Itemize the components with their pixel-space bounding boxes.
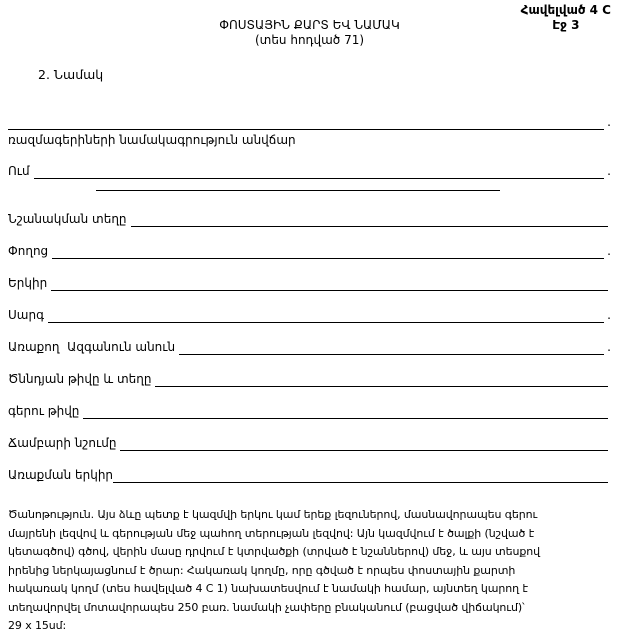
field-label-country: Երկիր	[8, 276, 48, 290]
field-line-sender-name[interactable]	[179, 341, 604, 355]
field-line-birth[interactable]	[155, 373, 608, 387]
document-subtitle: (տես հոդված 71)	[254, 33, 365, 47]
field-line-addressee-continuation[interactable]	[96, 190, 500, 191]
document-header	[8, 2, 611, 50]
blank-write-line[interactable]	[8, 116, 604, 130]
line-trailing-dot: .	[607, 115, 611, 129]
field-label-addressee: Ում	[8, 164, 30, 178]
form-row-country	[8, 276, 611, 291]
field-label-birth: Ծննդյան թիվը և տեղը	[8, 372, 152, 386]
header-right-block	[521, 3, 611, 33]
field-label-sender-name: Առաքող Ազգանուն անուն	[8, 340, 176, 354]
field-line-province[interactable]	[48, 309, 604, 323]
footnote-line: կետագծով) գծով, վերին մասը դրվում է կտրվածքի (տրված է նշաններով) մեջ, և այս տեսքով	[8, 545, 540, 558]
line-trailing-dot: .	[607, 244, 611, 258]
footnote-line: հակառակ կողմ (տես հավելված 4 C 1) նախատեսվում է նամակի համար, այնտեղ կարող է	[8, 582, 528, 595]
section-heading: 2. Նամակ	[38, 67, 104, 82]
field-label-province: Սարգ	[8, 308, 44, 322]
field-label-street: Փողոց	[8, 244, 49, 258]
form-row-province	[8, 308, 611, 323]
footnote-line: տեղավորվել մոտավորապես 250 բառ. նամակի չափերը բնականում (բացված վիճակում)՝	[8, 600, 525, 614]
form-row-sender-name	[8, 340, 611, 355]
form-row-camp	[8, 436, 611, 451]
form-row-prisoner-number	[8, 404, 611, 419]
footnote-line: իրենից ներկայացնում է ծրար: Հակառակ կողմը, որը գծված է որպես փոստային քարտի	[8, 563, 516, 577]
form-row-addressee	[8, 164, 611, 179]
field-line-country[interactable]	[51, 277, 608, 291]
document-title: ՓՈՍՏԱՅԻՆ ՔԱՐՏ ԵՎ ՆԱՄԱԿ	[219, 18, 400, 32]
field-label-camp: Ճամբարի նշումը	[8, 436, 117, 450]
footnote-line: 29 x 15սմ:	[8, 619, 67, 632]
appendix-label: Հավելված 4 C	[520, 3, 611, 17]
line-trailing-dot: .	[607, 340, 611, 354]
form-row-street	[8, 244, 611, 259]
form-row-birth	[8, 372, 611, 387]
form-row-dispatch-country	[8, 468, 611, 483]
form-row-destination	[8, 212, 611, 227]
field-line-destination[interactable]	[131, 213, 608, 227]
field-label-destination: Նշանակման տեղը	[8, 212, 127, 226]
line-trailing-dot: .	[607, 308, 611, 322]
line-trailing-dot: .	[607, 164, 611, 178]
free-postage-caption: ռազմագերիների նամակագրություն անվճար	[8, 133, 296, 147]
page-number: Էջ 3	[552, 18, 580, 32]
footnote-paragraph	[8, 506, 611, 636]
footnote-line: մայրենի լեզվով և գերության մեջ պահող տերության լեզվով: Այն կազմվում է ծալքի (նշված է	[8, 526, 535, 540]
footnote-line: Ծանոթություն. Այս ձևը պետք է կազմվի երկու կամ երեք լեզուներով, մասնավորապես գերու	[8, 508, 538, 521]
field-line-addressee[interactable]	[34, 165, 605, 179]
field-line-camp[interactable]	[120, 437, 608, 451]
field-line-dispatch-country[interactable]	[113, 469, 608, 483]
form-row-blank	[8, 115, 611, 130]
field-line-street[interactable]	[52, 245, 604, 259]
field-line-prisoner-number[interactable]	[83, 405, 608, 419]
field-label-prisoner-number: գերու թիվը	[8, 404, 80, 418]
field-label-dispatch-country: Առաքման երկիր	[8, 468, 114, 482]
